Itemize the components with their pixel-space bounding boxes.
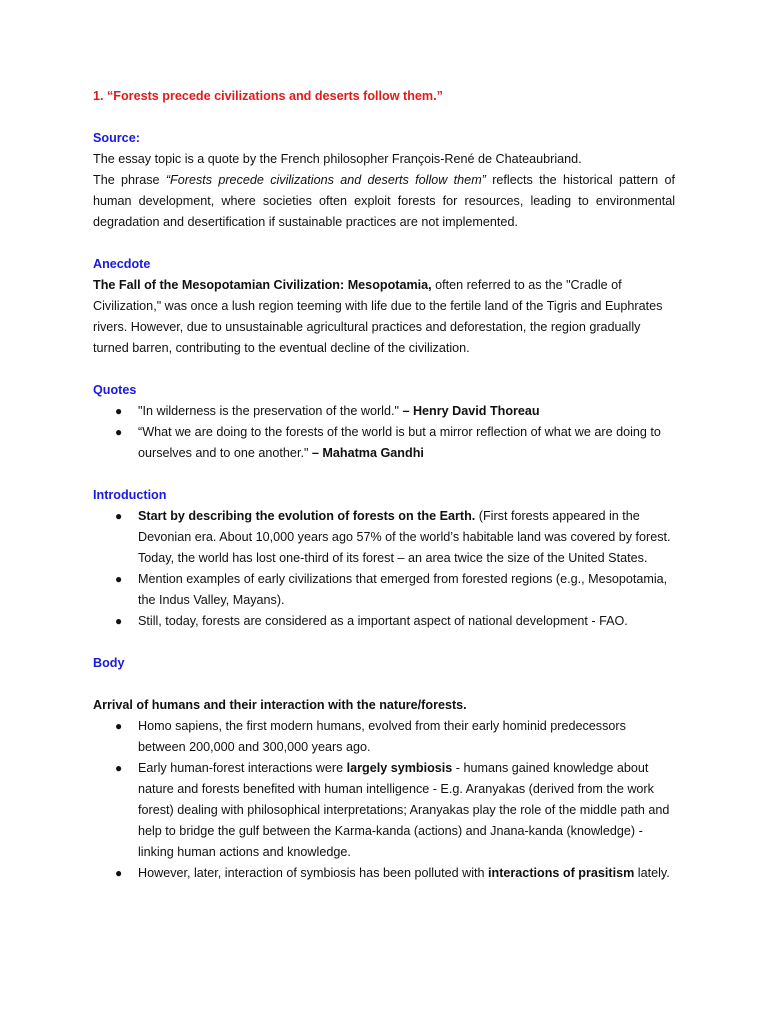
essay-title: 1. “Forests precede civilizations and deserts follow them.” <box>93 89 443 103</box>
anecdote-bold: The Fall of the Mesopotamian Civilization: Mesopotamia, <box>93 278 432 292</box>
body-text: Early human-forest interactions were <box>138 761 347 775</box>
list-item <box>93 401 675 422</box>
body-bold: interactions of prasitism <box>488 866 635 880</box>
body-list <box>93 716 675 884</box>
bullet-icon: ● <box>115 614 123 628</box>
introduction-list <box>93 506 675 632</box>
list-item <box>93 422 675 464</box>
intro-text: Mention examples of early civilizations that emerged from forested regions (e.g., Mesopotamia, the Indus Valley, Mayans). <box>138 572 668 607</box>
body-heading: Body <box>93 656 125 670</box>
source-line-1: The essay topic is a quote by the French philosopher François-René de Chateaubriand. <box>93 152 582 166</box>
quote-text: "In wilderness is the preservation of the world." <box>138 404 403 418</box>
body-bold: largely symbiosis <box>346 761 453 775</box>
document-page <box>93 86 675 884</box>
bullet-icon: ● <box>115 719 123 733</box>
list-item <box>93 611 675 632</box>
anecdote-paragraph <box>93 275 675 359</box>
list-item <box>93 758 675 863</box>
source-quote: “Forests precede civilizations and deserts follow them” <box>165 173 486 187</box>
body-text: - humans gained knowledge about nature and forests benefited with human intelligence - E.g. Aranyakas (derived from the work forest) dealing with philosophical interpretations; Aranyakas play the role of the middle path and help to bridge the gulf between the Karma-kanda (actions) and Jnana-kanda (knowledge) - linking human actions and knowledge. <box>138 761 670 859</box>
bullet-icon: ● <box>115 425 123 439</box>
source-line-2-post: reflects the historical pattern of human development, where societies often exploit forests for resources, leading to environmental degradation and desertification if sustainable practices are not implemented. <box>93 173 675 229</box>
quote-text: “What we are doing to the forests of the world is but a mirror reflection of what we are doing to ourselves and to one another." <box>138 425 661 460</box>
intro-bold: Start by describing the evolution of forests on the Earth. <box>138 509 476 523</box>
quote-author: – Mahatma Gandhi <box>311 446 424 460</box>
list-item <box>93 506 675 569</box>
list-item <box>93 569 675 611</box>
list-item <box>93 863 675 884</box>
bullet-icon: ● <box>115 509 123 523</box>
body-text: However, later, interaction of symbiosis has been polluted with <box>138 866 489 880</box>
anecdote-heading: Anecdote <box>93 257 151 271</box>
source-line-2 <box>93 170 675 233</box>
intro-text: (First forests appeared in the Devonian era. About 10,000 years ago 57% of the world’s habitable land was covered by forest. Today, the world has lost one-third of its forest – an area twice the size of the United States. <box>138 509 671 565</box>
quote-author: – Henry David Thoreau <box>402 404 540 418</box>
body-text: lately. <box>634 866 670 880</box>
intro-text: Still, today, forests are considered as a important aspect of national development - FAO. <box>138 614 628 628</box>
body-text: Homo sapiens, the first modern humans, evolved from their early hominid predecessors between 200,000 and 300,000 years ago. <box>138 719 626 754</box>
bullet-icon: ● <box>115 866 123 880</box>
bullet-icon: ● <box>115 404 123 418</box>
list-item <box>93 716 675 758</box>
quotes-heading: Quotes <box>93 383 137 397</box>
quotes-list <box>93 401 675 464</box>
source-line-2-pre: The phrase <box>93 173 166 187</box>
anecdote-text: often referred to as the "Cradle of Civilization," was once a lush region teeming with life due to the fertile land of the Tigris and Euphrates rivers. However, due to unsustainable agricultural practices and deforestation, the region gradually turned barren, contributing to the eventual decline of the civilization. <box>93 278 663 355</box>
introduction-heading: Introduction <box>93 488 167 502</box>
bullet-icon: ● <box>115 761 123 775</box>
source-heading: Source: <box>93 131 140 145</box>
bullet-icon: ● <box>115 572 123 586</box>
body-subheading: Arrival of humans and their interaction with the nature/forests. <box>93 698 467 712</box>
